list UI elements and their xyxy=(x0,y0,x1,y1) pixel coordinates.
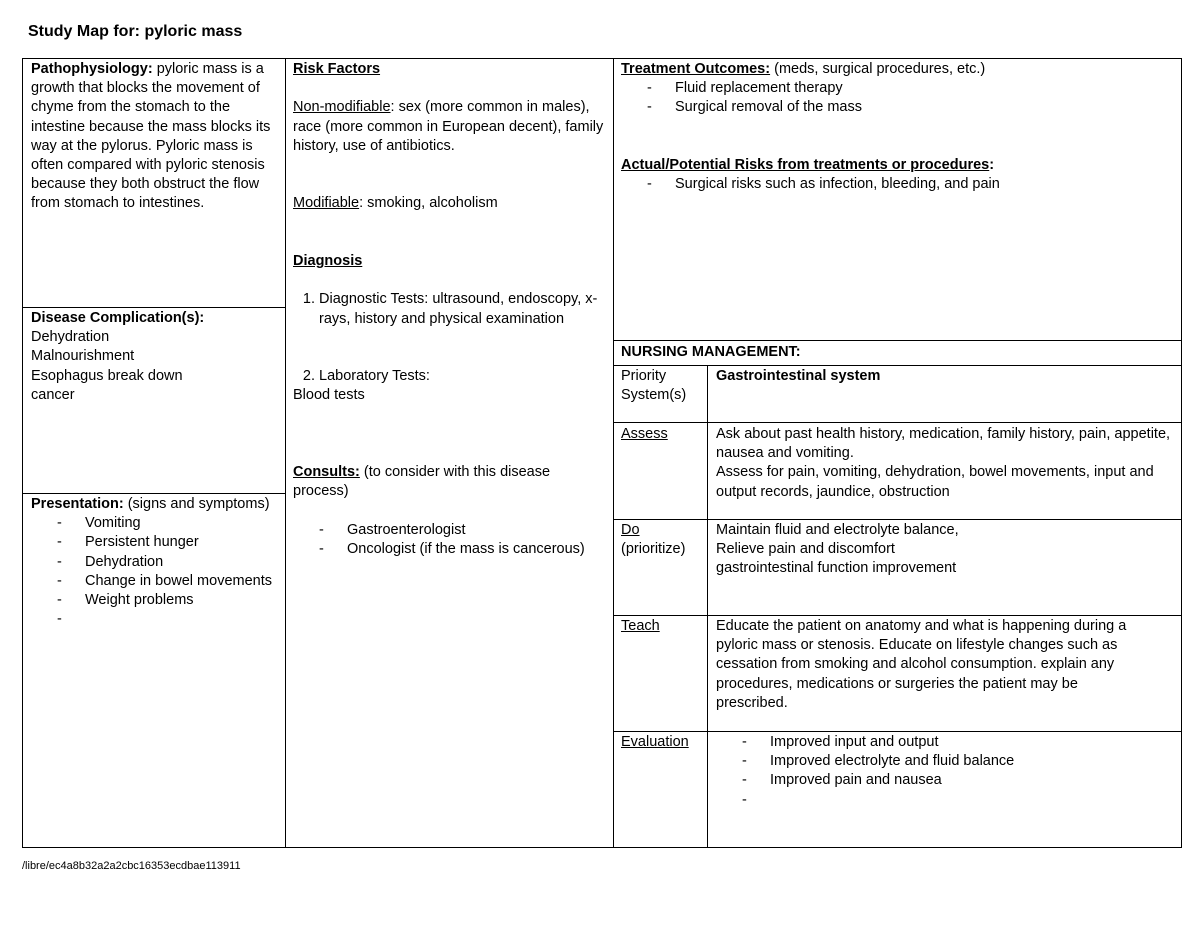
treatment-subheading: (meds, surgical procedures, etc.) xyxy=(774,61,986,77)
evaluation-list xyxy=(716,733,1176,810)
assess-content xyxy=(716,425,1178,502)
treatment-risks-list xyxy=(621,175,1176,194)
consult-item: - Gastroenterologist xyxy=(319,521,605,540)
do-label: Do xyxy=(621,522,640,538)
page-title: Study Map for: pyloric mass xyxy=(28,23,243,40)
diagnosis-heading: Diagnosis xyxy=(293,252,363,269)
modifiable-risks xyxy=(293,194,605,213)
consults-heading: Consults: xyxy=(293,464,360,481)
evaluation-item: - Improved pain and nausea xyxy=(742,771,1176,790)
non-modifiable-text: : sex (more common in males), race (more common in European decent), family history, use of antibiotics. xyxy=(293,99,604,154)
laboratory-tests-item: 2. Laboratory Tests: xyxy=(319,367,605,386)
consults-subheading: (to consider with this disease process) xyxy=(293,464,551,500)
symptom-item: - Dehydration xyxy=(57,553,281,572)
complication-item: cancer xyxy=(31,386,75,403)
modifiable-label: Modifiable xyxy=(293,195,360,212)
row-divider xyxy=(613,422,1182,423)
treatment-list xyxy=(621,79,1176,117)
evaluation-item: - Improved input and output xyxy=(742,733,1176,752)
pathophysiology-section xyxy=(31,60,277,214)
teach-content: Educate the patient on anatomy and what is happening during a pyloric mass or stenosis. Educate on lifestyle changes such as cessation from smoking and alcohol consumption. explain any procedures, medications or surgeries the patient may be prescribed. xyxy=(716,618,1127,711)
row-divider xyxy=(613,731,1182,732)
symptom-item: - Persistent hunger xyxy=(57,533,281,552)
do-sublabel: (prioritize) xyxy=(621,541,686,558)
treatment-risk-item: - Surgical risks such as infection, bleeding, and pain xyxy=(647,175,1176,194)
column-divider xyxy=(707,365,708,847)
evaluation-item xyxy=(742,791,1176,810)
presentation-heading: Presentation: xyxy=(31,496,124,512)
do-line: Relieve pain and discomfort xyxy=(716,541,895,558)
column-divider xyxy=(613,59,614,847)
symptom-item: - Change in bowel movements xyxy=(57,572,281,591)
symptom-item xyxy=(57,610,281,629)
footer-path: /libre/ec4a8b32a2a2cbc16353ecdbae113911 xyxy=(22,860,241,872)
column-divider xyxy=(285,59,286,847)
diagnostic-tests-item: 1. Diagnostic Tests: ultrasound, endoscopy, x-rays, history and physical examination xyxy=(319,290,605,328)
evaluation-label: Evaluation xyxy=(621,734,689,750)
do-line: gastrointestinal function improvement xyxy=(716,560,957,577)
complication-item: Malnourishment xyxy=(31,348,135,365)
pathophysiology-text: pyloric mass is a growth that blocks the movement of chyme from the stomach to the intestine because the mass blocks its way at the pylorus. Pyloric mass is often compared with pyloric stenosis because they both obstruct the flow from stomach to intestines. xyxy=(31,61,271,212)
priority-value: Gastrointestinal system xyxy=(716,368,881,384)
row-divider xyxy=(23,307,285,308)
assess-label: Assess xyxy=(621,426,668,442)
row-divider xyxy=(23,493,285,494)
non-modifiable-label: Non-modifiable xyxy=(293,99,391,116)
do-label-cell xyxy=(621,521,705,559)
laboratory-tests-detail: Blood tests xyxy=(293,387,365,404)
row-divider xyxy=(613,340,1182,341)
do-content xyxy=(716,521,1176,579)
consult-item: - Oncologist (if the mass is cancerous) xyxy=(319,540,605,559)
diagnostic-tests-list xyxy=(293,290,605,328)
teach-label: Teach xyxy=(621,618,660,634)
treatment-risks-heading: Actual/Potential Risks from treatments or procedures xyxy=(621,156,990,173)
evaluation-content xyxy=(716,733,1176,810)
pathophysiology-heading: Pathophysiology: xyxy=(31,61,153,77)
row-divider xyxy=(613,365,1182,366)
non-modifiable-risks xyxy=(293,98,605,156)
treatment-item: - Surgical removal of the mass xyxy=(647,98,1176,117)
consults-list xyxy=(293,521,605,559)
priority-label: Priority System(s) xyxy=(621,368,687,404)
modifiable-text: : smoking, alcoholism xyxy=(359,195,498,212)
study-map-table xyxy=(22,58,1182,848)
complications-section xyxy=(31,309,277,405)
treatment-section xyxy=(621,60,1176,194)
evaluation-item: - Improved electrolyte and fluid balance xyxy=(742,752,1176,771)
treatment-risks-colon: : xyxy=(989,156,995,173)
row-divider xyxy=(613,519,1182,520)
assess-line: Assess for pain, vomiting, dehydration, bowel movements, input and output records, jaundice, obstruction xyxy=(716,464,1154,500)
row-divider xyxy=(613,615,1182,616)
do-line: Maintain fluid and electrolyte balance, xyxy=(716,522,959,538)
presentation-section xyxy=(31,495,281,629)
complications-heading: Disease Complication(s): xyxy=(31,310,205,326)
complication-item: Dehydration xyxy=(31,329,110,346)
nursing-management-heading: NURSING MANAGEMENT: xyxy=(621,344,801,360)
complication-item: Esophagus break down xyxy=(31,367,183,384)
risk-factors-heading: Risk Factors xyxy=(293,61,381,77)
symptom-item: - Weight problems xyxy=(57,591,281,610)
treatment-heading: Treatment Outcomes: xyxy=(621,61,771,77)
assess-line: Ask about past health history, medication, family history, pain, appetite, nausea and vomiting. xyxy=(716,426,1171,462)
treatment-item: - Fluid replacement therapy xyxy=(647,79,1176,98)
risk-diagnosis-section xyxy=(293,60,605,559)
presentation-subheading: (signs and symptoms) xyxy=(127,496,270,512)
laboratory-tests-list xyxy=(293,367,605,386)
symptom-item: - Vomiting xyxy=(57,514,281,533)
symptom-list xyxy=(31,514,281,629)
